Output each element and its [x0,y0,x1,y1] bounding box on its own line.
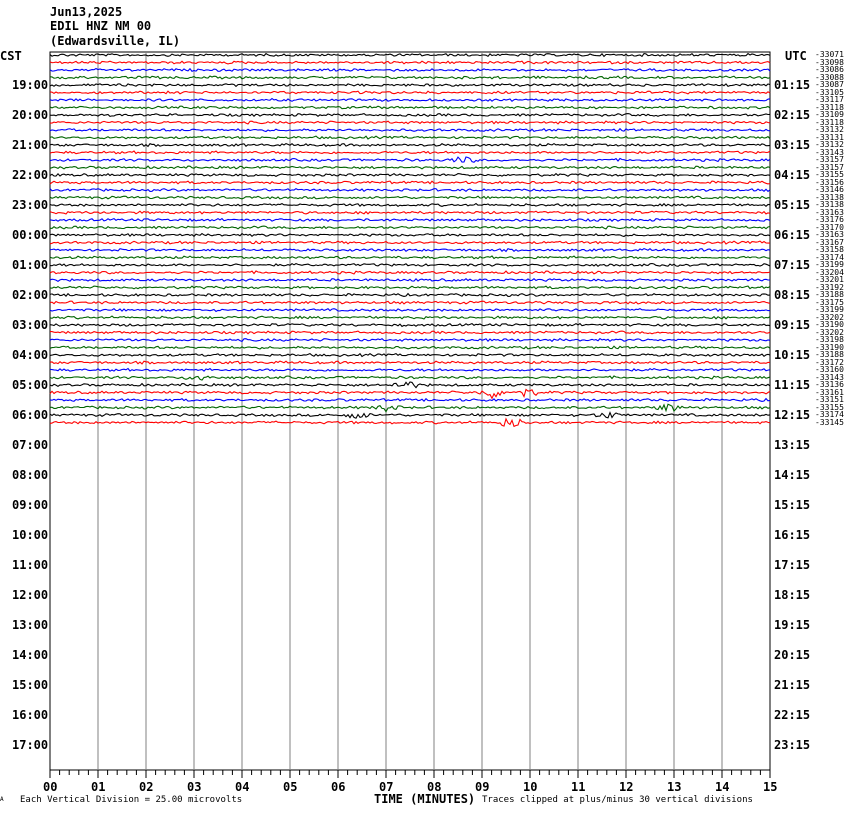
utc-hour-label: 13:15 [774,438,811,452]
cst-hour-label: 22:00 [12,168,49,182]
trace-offset-label: -33071 [815,50,844,59]
utc-hour-label: 02:15 [774,108,811,122]
trace-offset-label: -33109 [815,110,844,119]
cst-hour-label: 12:00 [12,588,49,602]
utc-hour-label: 09:15 [774,318,811,332]
trace-offset-label: -33151 [815,395,844,404]
cst-hour-label: 16:00 [12,708,49,722]
seismic-trace [50,324,770,327]
cst-hour-label: 15:00 [12,678,49,692]
cst-hour-label: 06:00 [12,408,49,422]
cst-hour-label: 10:00 [12,528,49,542]
seismic-trace [50,196,770,199]
seismic-trace [50,294,770,297]
cst-hour-label: 04:00 [12,348,49,362]
seismic-trace [50,181,770,184]
trace-offset-label: -33174 [815,252,844,262]
utc-hour-label: 06:15 [774,228,811,242]
station-label: EDIL HNZ NM 00 [50,19,152,33]
trace-offset-label: -33098 [815,57,844,67]
seismic-trace [50,354,770,357]
cst-hour-label: 05:00 [12,378,49,392]
trace-offset-label: -33190 [815,320,844,329]
trace-offset-label: -33188 [815,290,844,299]
trace-offset-label: -33138 [815,200,844,209]
trace-offset-label: -33156 [815,177,844,187]
x-tick-label: 03 [187,780,202,794]
seismic-trace [50,144,770,147]
cst-hour-label: 03:00 [12,318,49,332]
seismic-trace [50,91,770,94]
cst-hour-label: 23:00 [12,198,49,212]
seismic-trace [50,404,770,412]
x-tick-label: 07 [379,780,394,794]
trace-offset-label: -33204 [815,267,844,277]
x-tick-label: 04 [235,780,250,794]
trace-offset-label: -33174 [815,410,844,419]
x-tick-label: 14 [715,780,730,794]
cst-axis-title: CST [0,49,22,63]
cst-hour-label: 19:00 [12,78,49,92]
x-tick-label: 06 [331,780,346,794]
seismic-trace [50,241,770,244]
trace-offset-label: -33170 [815,222,844,232]
x-tick-label: 10 [523,780,538,794]
seismic-trace [50,84,770,87]
utc-hour-label: 01:15 [774,78,811,92]
seismic-trace [50,339,770,342]
seismic-trace [50,249,770,252]
seismic-trace [50,99,770,102]
seismic-trace [50,271,770,274]
trace-offset-label: -33167 [815,237,844,247]
seismic-trace [50,346,770,349]
seismic-trace [50,399,770,402]
seismic-trace [50,316,770,319]
trace-offset-label: -33155 [815,402,844,412]
trace-offset-label: -33145 [815,417,844,427]
utc-hour-label: 21:15 [774,678,811,692]
cst-hour-label: 13:00 [12,618,49,632]
trace-offset-label: -33160 [815,365,844,374]
utc-hour-label: 18:15 [774,588,811,602]
seismic-trace [50,54,770,57]
x-tick-label: 13 [667,780,682,794]
utc-hour-label: 23:15 [774,738,811,752]
seismic-trace [50,279,770,282]
utc-hour-label: 04:15 [774,168,811,182]
utc-hour-label: 14:15 [774,468,811,482]
seismic-trace [50,61,770,64]
seismic-trace [50,174,770,177]
seismic-trace [50,286,770,289]
trace-offset-label: -33138 [815,192,844,202]
trace-offset-label: -33201 [815,275,844,284]
trace-offset-label: -33202 [815,327,844,337]
trace-offset-label: -33176 [815,215,844,224]
x-tick-label: 12 [619,780,634,794]
utc-hour-label: 15:15 [774,498,811,512]
seismic-trace [50,264,770,267]
seismic-trace [50,389,770,398]
cst-hour-label: 14:00 [12,648,49,662]
cst-hour-label: 11:00 [12,558,49,572]
seismic-trace [50,234,770,237]
trace-offset-label: -33175 [815,297,844,307]
trace-offset-label: -33157 [815,162,844,172]
seismic-trace [50,382,770,388]
seismic-trace [50,256,770,259]
trace-offset-label: -33131 [815,132,844,142]
x-tick-label: 05 [283,780,298,794]
trace-offset-label: -33192 [815,282,844,292]
clip-note: Traces clipped at plus/minus 30 vertical divisions [482,795,753,805]
utc-hour-label: 07:15 [774,258,811,272]
x-axis-title: TIME (MINUTES) [374,792,476,806]
seismic-trace [50,204,770,207]
cst-hour-label: 21:00 [12,138,49,152]
trace-offset-label: -33086 [815,65,844,74]
trace-offset-label: -33087 [815,80,844,89]
utc-hour-label: 20:15 [774,648,811,662]
seismic-trace [50,301,770,304]
seismic-trace [50,151,770,154]
date-label: Jun13,2025 [50,5,123,19]
seismic-trace [50,136,770,139]
cst-hour-label: 17:00 [12,738,49,752]
utc-hour-label: 19:15 [774,618,811,632]
trace-offset-label: -33199 [815,305,844,314]
seismic-trace [50,189,770,192]
x-tick-label: 02 [139,780,154,794]
seismic-trace [50,106,770,109]
seismic-trace [50,76,770,79]
cst-hour-label: 02:00 [12,288,49,302]
location-label: (Edwardsville, IL) [50,34,181,48]
trace-offset-label: -33132 [815,140,844,149]
seismic-trace [50,413,770,419]
seismic-trace [50,361,770,364]
seismic-trace [50,219,770,222]
scale-note: Each Vertical Division = 25.00 microvolts [20,795,243,805]
seismic-trace [50,376,770,380]
utc-hour-label: 08:15 [774,288,811,302]
cst-hour-label: 08:00 [12,468,49,482]
seismic-trace [50,369,770,372]
utc-axis-title: UTC [785,49,807,63]
trace-offset-label: -33202 [815,312,844,322]
utc-hour-label: 05:15 [774,198,811,212]
trace-offset-label: -33136 [815,380,844,389]
trace-offset-label: -33143 [815,147,844,157]
trace-offset-label: -33105 [815,87,844,97]
trace-offset-label: -33190 [815,342,844,352]
trace-offset-label: -33155 [815,170,844,179]
trace-offset-label: -33163 [815,207,844,217]
x-tick-label: 11 [571,780,586,794]
trace-offset-label: -33199 [815,260,844,269]
x-tick-label: 08 [427,780,442,794]
seismic-trace [50,157,770,162]
seismic-trace [50,211,770,214]
utc-hour-label: 16:15 [774,528,811,542]
cst-hour-label: 01:00 [12,258,49,272]
trace-offset-label: -33132 [815,125,844,134]
seismic-trace [50,129,770,132]
trace-offset-label: -33118 [815,117,844,127]
seismic-trace [50,114,770,117]
x-tick-label: 15 [763,780,778,794]
x-tick-label: 00 [43,780,58,794]
utc-hour-label: 10:15 [774,348,811,362]
seismic-trace [50,309,770,312]
trace-offset-label: -33088 [815,72,844,82]
trace-offset-label: -33161 [815,387,844,397]
seismic-trace [50,226,770,229]
cst-hour-label: 09:00 [12,498,49,512]
cst-hour-label: 07:00 [12,438,49,452]
trace-offset-label: -33188 [815,350,844,359]
trace-offset-label: -33118 [815,102,844,112]
x-tick-label: 01 [91,780,106,794]
seismic-trace [50,69,770,72]
trace-offset-label: -33158 [815,245,844,254]
cst-hour-label: 00:00 [12,228,49,242]
trace-offset-label: -33117 [815,95,844,104]
trace-offset-label: -33146 [815,185,844,194]
trace-offset-label: -33163 [815,230,844,239]
seismic-trace [50,121,770,124]
trace-offset-label: -33198 [815,335,844,344]
seismic-trace [50,331,770,334]
utc-hour-label: 17:15 [774,558,811,572]
trace-offset-label: -33157 [815,155,844,164]
x-tick-label: 09 [475,780,490,794]
seismic-trace [50,166,770,169]
corner-mark: A [0,796,4,803]
utc-hour-label: 03:15 [774,138,811,152]
utc-hour-label: 11:15 [774,378,811,392]
utc-hour-label: 12:15 [774,408,811,422]
utc-hour-label: 22:15 [774,708,811,722]
cst-hour-label: 20:00 [12,108,49,122]
trace-offset-label: -33143 [815,372,844,382]
trace-offset-label: -33172 [815,357,844,367]
seismic-trace [50,419,770,427]
